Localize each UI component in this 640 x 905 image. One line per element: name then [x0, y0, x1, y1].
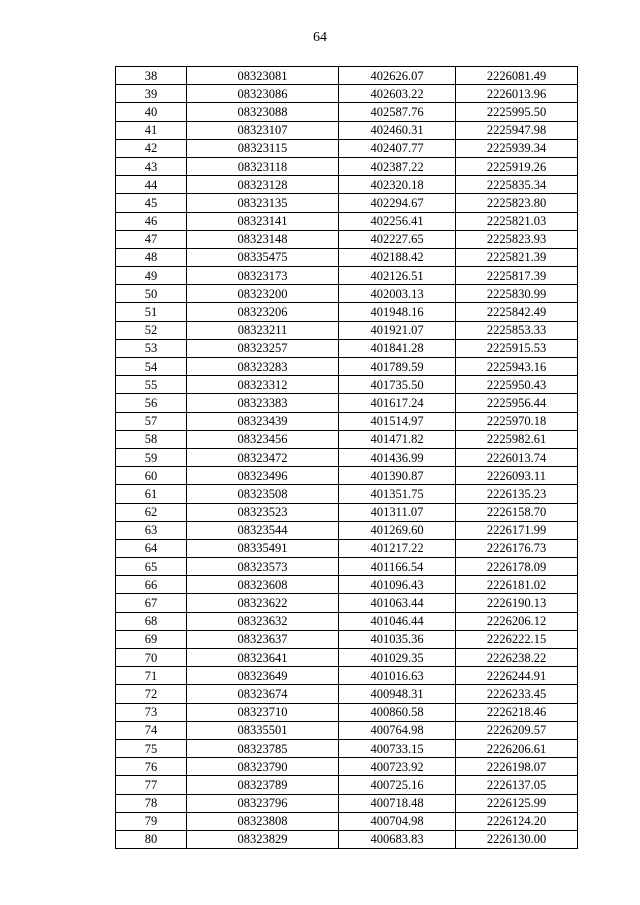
y-coordinate-cell: 2225823.80 — [456, 194, 578, 212]
point-id-cell: 08323312 — [187, 376, 339, 394]
x-coordinate-cell: 401016.63 — [339, 667, 456, 685]
row-number-cell: 41 — [116, 121, 187, 139]
row-number-cell: 43 — [116, 157, 187, 175]
table-row — [116, 394, 578, 412]
row-number-cell: 67 — [116, 594, 187, 612]
table-row — [116, 121, 578, 139]
point-id-cell: 08323128 — [187, 176, 339, 194]
x-coordinate-cell: 402003.13 — [339, 285, 456, 303]
point-id-cell: 08323785 — [187, 739, 339, 757]
point-id-cell: 08323211 — [187, 321, 339, 339]
table-row — [116, 485, 578, 503]
y-coordinate-cell: 2226190.13 — [456, 594, 578, 612]
row-number-cell: 77 — [116, 776, 187, 794]
y-coordinate-cell: 2226209.57 — [456, 721, 578, 739]
x-coordinate-cell: 402387.22 — [339, 157, 456, 175]
y-coordinate-cell: 2226233.45 — [456, 685, 578, 703]
point-id-cell: 08323383 — [187, 394, 339, 412]
y-coordinate-cell: 2226130.00 — [456, 830, 578, 848]
table-row — [116, 339, 578, 357]
x-coordinate-cell: 400733.15 — [339, 739, 456, 757]
row-number-cell: 39 — [116, 85, 187, 103]
table-row — [116, 176, 578, 194]
y-coordinate-cell: 2225821.03 — [456, 212, 578, 230]
point-id-cell: 08323508 — [187, 485, 339, 503]
point-id-cell: 08323283 — [187, 358, 339, 376]
x-coordinate-cell: 401514.97 — [339, 412, 456, 430]
table-row — [116, 703, 578, 721]
y-coordinate-cell: 2225915.53 — [456, 339, 578, 357]
point-id-cell: 08323496 — [187, 467, 339, 485]
table-row — [116, 503, 578, 521]
y-coordinate-cell: 2226158.70 — [456, 503, 578, 521]
table-row — [116, 721, 578, 739]
y-coordinate-cell: 2225853.33 — [456, 321, 578, 339]
table-row — [116, 430, 578, 448]
point-id-cell: 08323115 — [187, 139, 339, 157]
point-id-cell: 08323622 — [187, 594, 339, 612]
table-row — [116, 612, 578, 630]
point-id-cell: 08323808 — [187, 812, 339, 830]
y-coordinate-cell: 2225982.61 — [456, 430, 578, 448]
point-id-cell: 08335491 — [187, 539, 339, 557]
point-id-cell: 08323632 — [187, 612, 339, 630]
point-id-cell: 08323789 — [187, 776, 339, 794]
y-coordinate-cell: 2225947.98 — [456, 121, 578, 139]
y-coordinate-cell: 2226137.05 — [456, 776, 578, 794]
y-coordinate-cell: 2225995.50 — [456, 103, 578, 121]
row-number-cell: 46 — [116, 212, 187, 230]
row-number-cell: 56 — [116, 394, 187, 412]
y-coordinate-cell: 2226125.99 — [456, 794, 578, 812]
row-number-cell: 78 — [116, 794, 187, 812]
table-row — [116, 794, 578, 812]
row-number-cell: 51 — [116, 303, 187, 321]
y-coordinate-cell: 2226081.49 — [456, 67, 578, 85]
x-coordinate-cell: 402460.31 — [339, 121, 456, 139]
row-number-cell: 79 — [116, 812, 187, 830]
table-row — [116, 594, 578, 612]
row-number-cell: 61 — [116, 485, 187, 503]
table-row — [116, 448, 578, 466]
x-coordinate-cell: 401390.87 — [339, 467, 456, 485]
x-coordinate-cell: 400683.83 — [339, 830, 456, 848]
table-row — [116, 139, 578, 157]
point-id-cell: 08323544 — [187, 521, 339, 539]
point-id-cell: 08323608 — [187, 576, 339, 594]
table-row — [116, 739, 578, 757]
y-coordinate-cell: 2226093.11 — [456, 467, 578, 485]
point-id-cell: 08323257 — [187, 339, 339, 357]
row-number-cell: 69 — [116, 630, 187, 648]
table-row — [116, 85, 578, 103]
table-row — [116, 194, 578, 212]
point-id-cell: 08323081 — [187, 67, 339, 85]
point-id-cell: 08323674 — [187, 685, 339, 703]
point-id-cell: 08323141 — [187, 212, 339, 230]
row-number-cell: 64 — [116, 539, 187, 557]
table-row — [116, 212, 578, 230]
table-row — [116, 358, 578, 376]
x-coordinate-cell: 401471.82 — [339, 430, 456, 448]
table-row — [116, 67, 578, 85]
row-number-cell: 42 — [116, 139, 187, 157]
table-row — [116, 267, 578, 285]
x-coordinate-cell: 400723.92 — [339, 758, 456, 776]
row-number-cell: 66 — [116, 576, 187, 594]
row-number-cell: 45 — [116, 194, 187, 212]
point-id-cell: 08323641 — [187, 649, 339, 667]
x-coordinate-cell: 400704.98 — [339, 812, 456, 830]
table-row — [116, 649, 578, 667]
point-id-cell: 08323439 — [187, 412, 339, 430]
point-id-cell: 08323088 — [187, 103, 339, 121]
x-coordinate-cell: 402294.67 — [339, 194, 456, 212]
table-row — [116, 230, 578, 248]
row-number-cell: 53 — [116, 339, 187, 357]
point-id-cell: 08323086 — [187, 85, 339, 103]
x-coordinate-cell: 402320.18 — [339, 176, 456, 194]
x-coordinate-cell: 401735.50 — [339, 376, 456, 394]
row-number-cell: 75 — [116, 739, 187, 757]
point-id-cell: 08323200 — [187, 285, 339, 303]
table-row — [116, 285, 578, 303]
y-coordinate-cell: 2226238.22 — [456, 649, 578, 667]
y-coordinate-cell: 2226206.12 — [456, 612, 578, 630]
row-number-cell: 60 — [116, 467, 187, 485]
row-number-cell: 74 — [116, 721, 187, 739]
y-coordinate-cell: 2226181.02 — [456, 576, 578, 594]
row-number-cell: 50 — [116, 285, 187, 303]
page-number: 64 — [313, 30, 327, 45]
x-coordinate-cell: 401617.24 — [339, 394, 456, 412]
point-id-cell: 08323796 — [187, 794, 339, 812]
y-coordinate-cell: 2225823.93 — [456, 230, 578, 248]
table-row — [116, 103, 578, 121]
x-coordinate-cell: 401166.54 — [339, 558, 456, 576]
y-coordinate-cell: 2226176.73 — [456, 539, 578, 557]
table-row — [116, 812, 578, 830]
row-number-cell: 54 — [116, 358, 187, 376]
table-row — [116, 576, 578, 594]
point-id-cell: 08323637 — [187, 630, 339, 648]
point-id-cell: 08323148 — [187, 230, 339, 248]
x-coordinate-cell: 401948.16 — [339, 303, 456, 321]
x-coordinate-cell: 401789.59 — [339, 358, 456, 376]
x-coordinate-cell: 401035.36 — [339, 630, 456, 648]
row-number-cell: 57 — [116, 412, 187, 430]
y-coordinate-cell: 2225842.49 — [456, 303, 578, 321]
point-id-cell: 08323790 — [187, 758, 339, 776]
y-coordinate-cell: 2226135.23 — [456, 485, 578, 503]
y-coordinate-cell: 2225943.16 — [456, 358, 578, 376]
row-number-cell: 49 — [116, 267, 187, 285]
table-body — [116, 67, 578, 849]
x-coordinate-cell: 401029.35 — [339, 649, 456, 667]
row-number-cell: 55 — [116, 376, 187, 394]
x-coordinate-cell: 400718.48 — [339, 794, 456, 812]
row-number-cell: 58 — [116, 430, 187, 448]
y-coordinate-cell: 2225830.99 — [456, 285, 578, 303]
x-coordinate-cell: 401217.22 — [339, 539, 456, 557]
point-id-cell: 08323649 — [187, 667, 339, 685]
table-row — [116, 758, 578, 776]
x-coordinate-cell: 400860.58 — [339, 703, 456, 721]
row-number-cell: 40 — [116, 103, 187, 121]
x-coordinate-cell: 402126.51 — [339, 267, 456, 285]
table-row — [116, 376, 578, 394]
x-coordinate-cell: 401841.28 — [339, 339, 456, 357]
row-number-cell: 70 — [116, 649, 187, 667]
x-coordinate-cell: 402407.77 — [339, 139, 456, 157]
table-row — [116, 521, 578, 539]
row-number-cell: 38 — [116, 67, 187, 85]
point-id-cell: 08323573 — [187, 558, 339, 576]
y-coordinate-cell: 2226124.20 — [456, 812, 578, 830]
table-row — [116, 157, 578, 175]
row-number-cell: 80 — [116, 830, 187, 848]
point-id-cell: 08323206 — [187, 303, 339, 321]
y-coordinate-cell: 2225835.34 — [456, 176, 578, 194]
x-coordinate-cell: 400725.16 — [339, 776, 456, 794]
table-row — [116, 558, 578, 576]
row-number-cell: 62 — [116, 503, 187, 521]
point-id-cell: 08323118 — [187, 157, 339, 175]
y-coordinate-cell: 2226206.61 — [456, 739, 578, 757]
table-row — [116, 685, 578, 703]
row-number-cell: 52 — [116, 321, 187, 339]
x-coordinate-cell: 401269.60 — [339, 521, 456, 539]
table-row — [116, 248, 578, 266]
y-coordinate-cell: 2225970.18 — [456, 412, 578, 430]
point-id-cell: 08323523 — [187, 503, 339, 521]
row-number-cell: 73 — [116, 703, 187, 721]
y-coordinate-cell: 2225939.34 — [456, 139, 578, 157]
y-coordinate-cell: 2225821.39 — [456, 248, 578, 266]
coordinates-table — [115, 66, 578, 849]
table-row — [116, 539, 578, 557]
point-id-cell: 08335475 — [187, 248, 339, 266]
row-number-cell: 76 — [116, 758, 187, 776]
row-number-cell: 48 — [116, 248, 187, 266]
y-coordinate-cell: 2226244.91 — [456, 667, 578, 685]
y-coordinate-cell: 2226218.46 — [456, 703, 578, 721]
point-id-cell: 08323107 — [187, 121, 339, 139]
x-coordinate-cell: 401351.75 — [339, 485, 456, 503]
table-row — [116, 412, 578, 430]
y-coordinate-cell: 2225919.26 — [456, 157, 578, 175]
x-coordinate-cell: 401063.44 — [339, 594, 456, 612]
table-row — [116, 303, 578, 321]
table-row — [116, 667, 578, 685]
row-number-cell: 72 — [116, 685, 187, 703]
x-coordinate-cell: 400764.98 — [339, 721, 456, 739]
x-coordinate-cell: 402603.22 — [339, 85, 456, 103]
x-coordinate-cell: 401096.43 — [339, 576, 456, 594]
y-coordinate-cell: 2226013.74 — [456, 448, 578, 466]
y-coordinate-cell: 2226013.96 — [456, 85, 578, 103]
point-id-cell: 08323829 — [187, 830, 339, 848]
table-row — [116, 467, 578, 485]
row-number-cell: 59 — [116, 448, 187, 466]
y-coordinate-cell: 2225956.44 — [456, 394, 578, 412]
x-coordinate-cell: 401046.44 — [339, 612, 456, 630]
row-number-cell: 47 — [116, 230, 187, 248]
point-id-cell: 08323456 — [187, 430, 339, 448]
y-coordinate-cell: 2226198.07 — [456, 758, 578, 776]
y-coordinate-cell: 2226178.09 — [456, 558, 578, 576]
x-coordinate-cell: 400948.31 — [339, 685, 456, 703]
table-row — [116, 776, 578, 794]
row-number-cell: 63 — [116, 521, 187, 539]
x-coordinate-cell: 402256.41 — [339, 212, 456, 230]
table-row — [116, 630, 578, 648]
x-coordinate-cell: 402587.76 — [339, 103, 456, 121]
x-coordinate-cell: 402626.07 — [339, 67, 456, 85]
row-number-cell: 68 — [116, 612, 187, 630]
y-coordinate-cell: 2226171.99 — [456, 521, 578, 539]
row-number-cell: 71 — [116, 667, 187, 685]
point-id-cell: 08323472 — [187, 448, 339, 466]
x-coordinate-cell: 402227.65 — [339, 230, 456, 248]
point-id-cell: 08323173 — [187, 267, 339, 285]
point-id-cell: 08335501 — [187, 721, 339, 739]
x-coordinate-cell: 401921.07 — [339, 321, 456, 339]
x-coordinate-cell: 401311.07 — [339, 503, 456, 521]
point-id-cell: 08323135 — [187, 194, 339, 212]
table-row — [116, 321, 578, 339]
row-number-cell: 65 — [116, 558, 187, 576]
row-number-cell: 44 — [116, 176, 187, 194]
x-coordinate-cell: 401436.99 — [339, 448, 456, 466]
x-coordinate-cell: 402188.42 — [339, 248, 456, 266]
point-id-cell: 08323710 — [187, 703, 339, 721]
y-coordinate-cell: 2225950.43 — [456, 376, 578, 394]
table-row — [116, 830, 578, 848]
y-coordinate-cell: 2225817.39 — [456, 267, 578, 285]
y-coordinate-cell: 2226222.15 — [456, 630, 578, 648]
